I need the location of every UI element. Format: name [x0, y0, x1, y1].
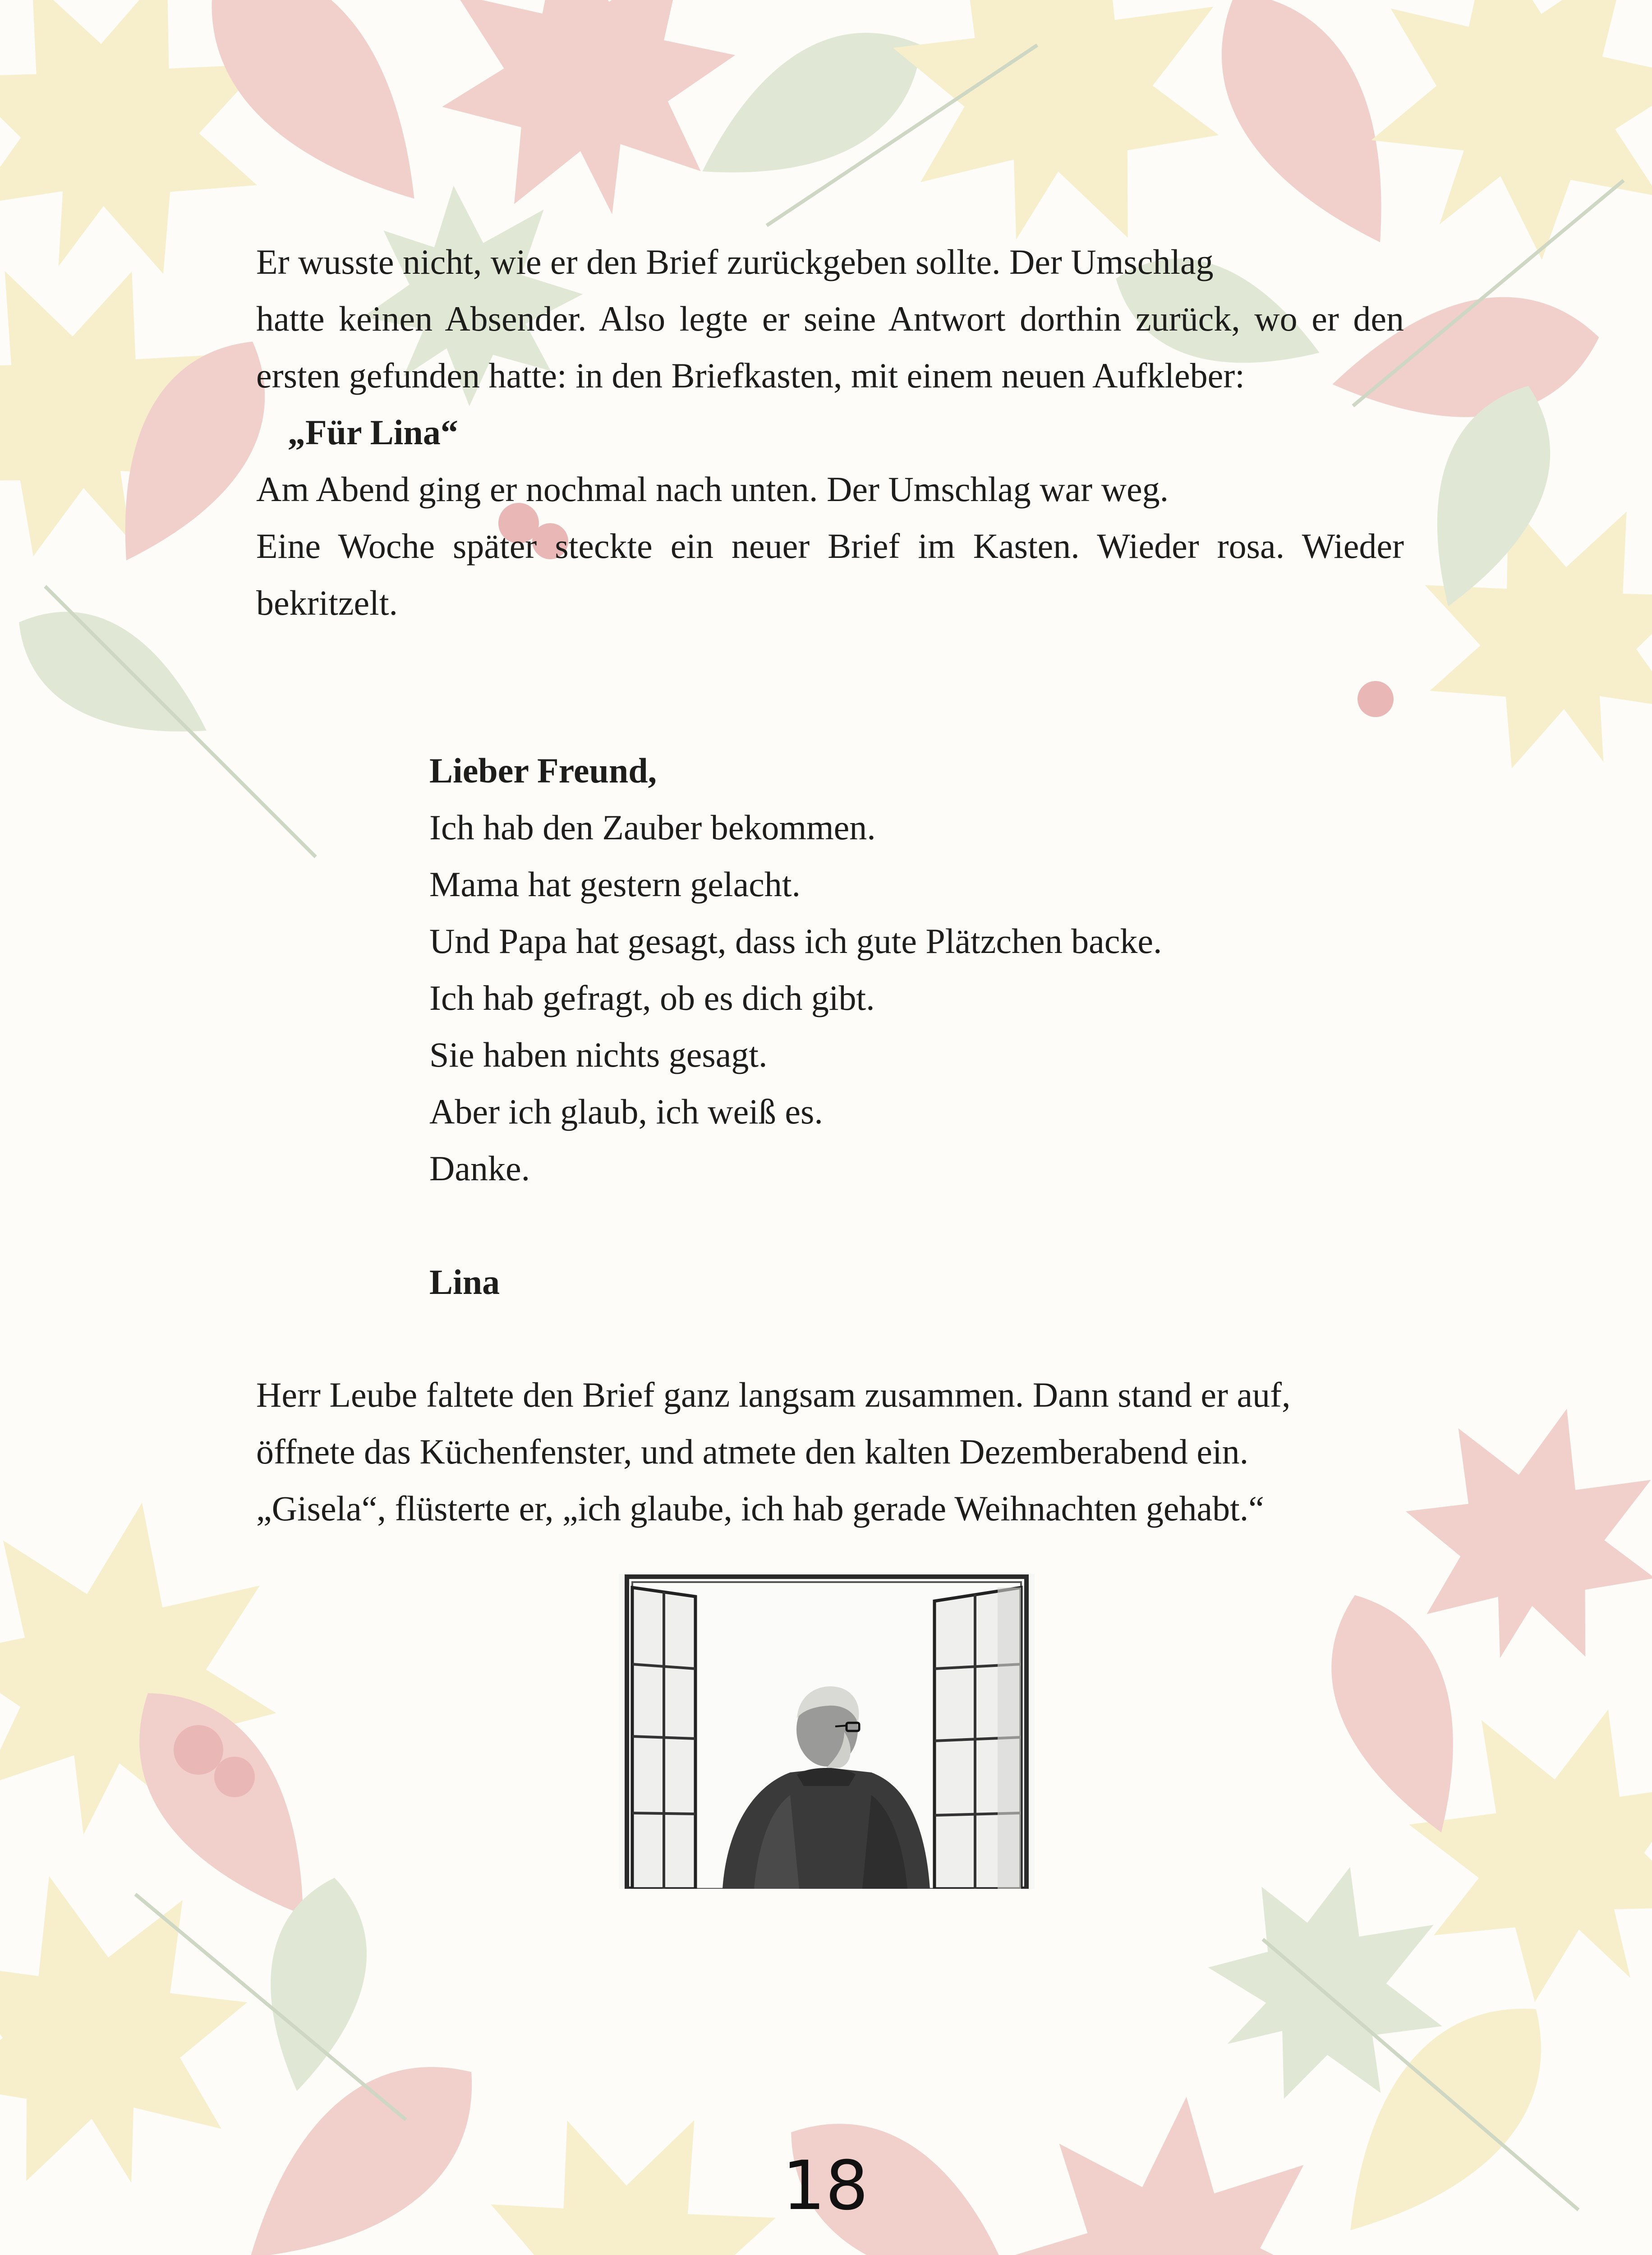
letter [429, 742, 1467, 1311]
intro-text [256, 234, 1404, 631]
letter-signature: Lina [429, 1262, 500, 1302]
paragraph: hatte keinen Absender. Also legte er seine Antwort dorthin zurück, wo er den ersten gefunden hatte: in den Briefkasten, mit einem neuen Aufkleber: [256, 299, 1404, 395]
page-number: 18 [782, 2147, 869, 2225]
paragraph: Eine Woche später steckte ein neuer Brief im Kasten. Wieder rosa. Wieder bekritzelt. [256, 526, 1404, 622]
letter-line: Danke. [429, 1149, 530, 1188]
closing-text [256, 1367, 1404, 1537]
man-at-window-illustration [619, 1574, 1035, 1889]
letter-line: Ich hab gefragt, ob es dich gibt. [429, 978, 875, 1017]
letter-line: Aber ich glaub, ich weiß es. [429, 1092, 823, 1131]
paragraph: „Gisela“, flüsterte er, „ich glaube, ich hab gerade Weihnachten gehabt.“ [256, 1489, 1264, 1528]
letter-salutation: Lieber Freund, [429, 751, 657, 790]
paragraph: Herr Leube faltete den Brief ganz langsam zusammen. Dann stand er auf, [256, 1375, 1291, 1414]
letter-line: Mama hat gestern gelacht. [429, 865, 801, 904]
letter-line: Sie haben nichts gesagt. [429, 1035, 768, 1074]
letter-line: Ich hab den Zauber bekommen. [429, 808, 876, 847]
sticker-label: „Für Lina“ [288, 413, 458, 452]
paragraph: Er wusste nicht, wie er den Brief zurückgeben sollte. Der Umschlag [256, 242, 1214, 281]
paragraph: Am Abend ging er nochmal nach unten. Der Umschlag war weg. [256, 469, 1169, 509]
letter-line: Und Papa hat gesagt, dass ich gute Plätzchen backe. [429, 921, 1162, 961]
paragraph: öffnete das Küchenfenster, und atmete den kalten Dezemberabend ein. [256, 1432, 1249, 1471]
